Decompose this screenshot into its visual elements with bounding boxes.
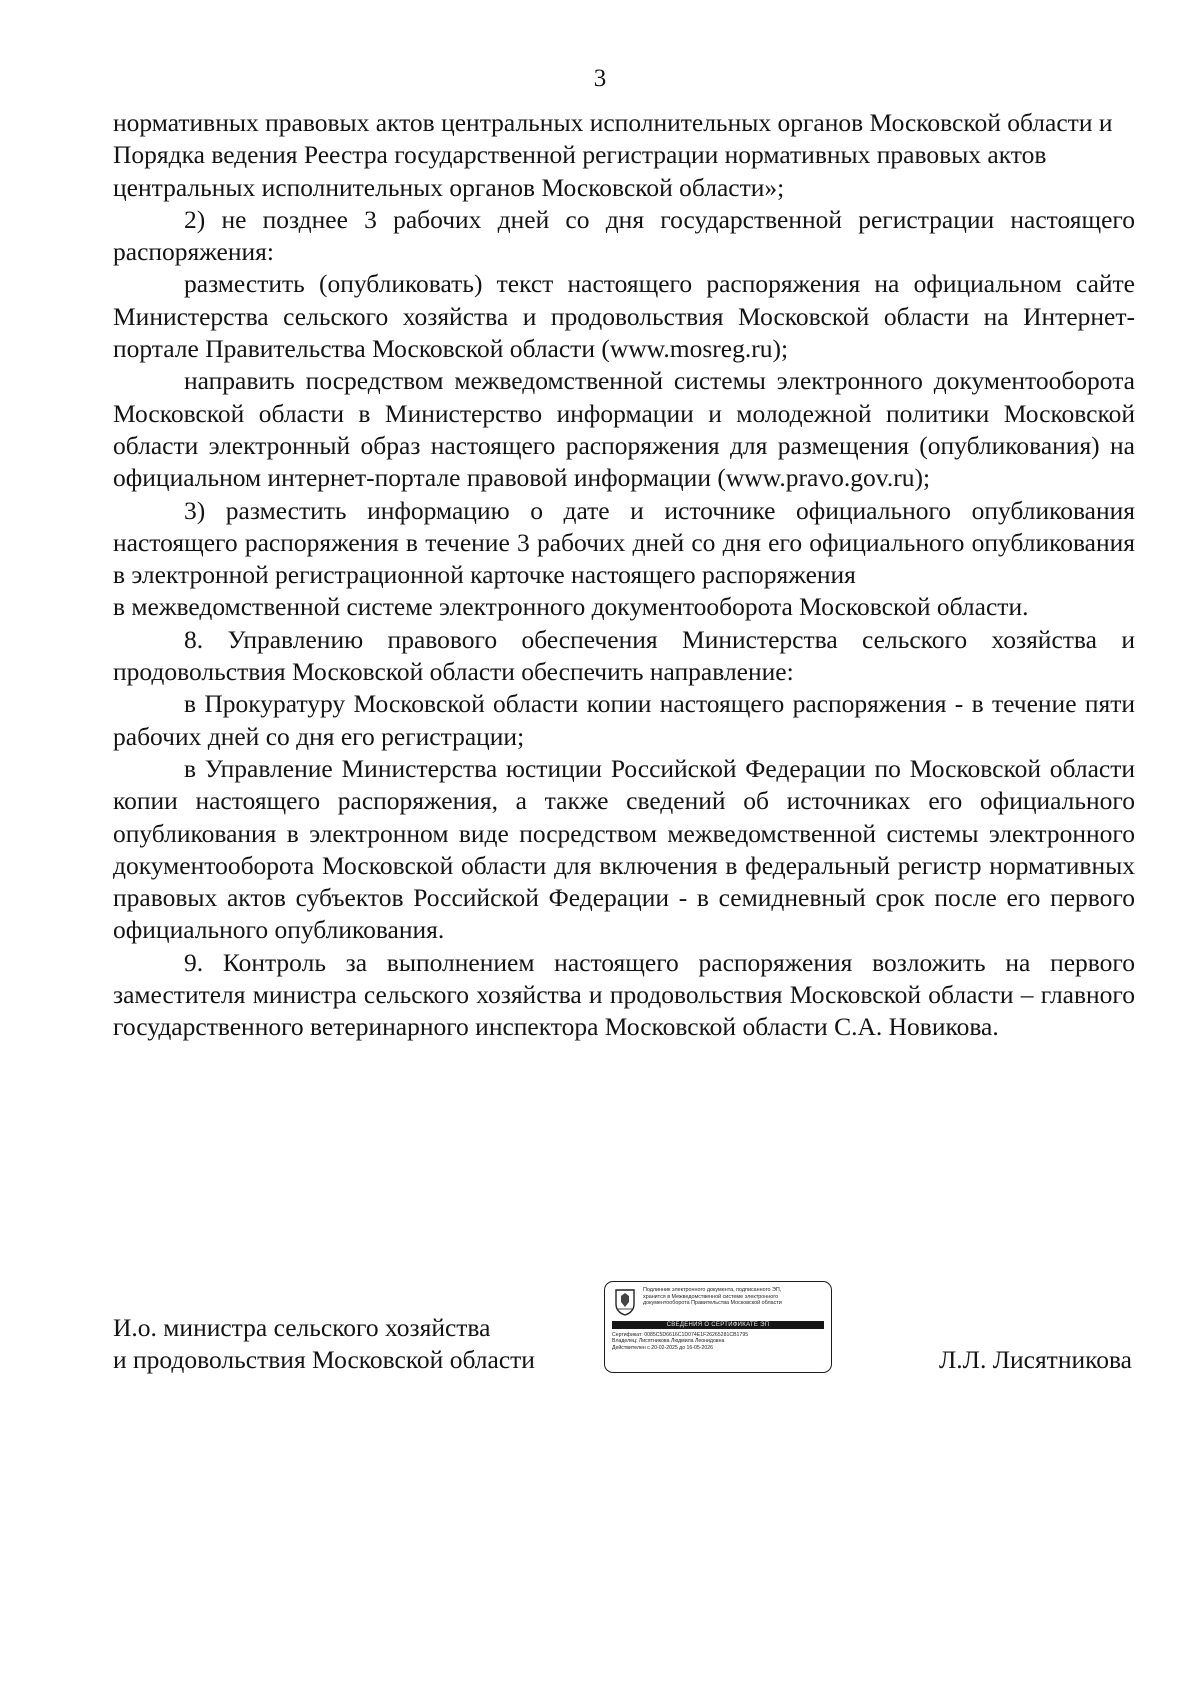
stamp-text-line: хранится в Межведомственной системе электронного — [643, 1293, 779, 1300]
stamp-certificate-validity: Действителен с 20-02-2025 до 16-05-2026 — [612, 1344, 714, 1351]
paragraph: 9. Контроль за выполнением настоящего распоряжения возложить на первого заместителя министра сельского хозяйства и продовольствия Московской области – главного государственного ветеринарного инспектора Московской области С.А. Новикова. — [113, 947, 1135, 1042]
paragraph: в межведомственной системе электронного документооборота Московской области. — [113, 592, 1029, 622]
stamp-text-line: документооборота Правительства Московской области — [643, 1300, 782, 1307]
signatory-position-line: и продовольствия Московской области — [113, 1345, 535, 1375]
page-number: 3 — [593, 65, 607, 92]
paragraph: 3) разместить информацию о дате и источнике официального опубликования настоящего распоряжения в течение 3 рабочих дней со дня его официального опубликования в электронной регистрационной карточке настоящего распоряжения — [113, 495, 1135, 590]
electronic-signature-stamp — [604, 1281, 832, 1373]
paragraph: разместить (опубликовать) текст настоящего распоряжения на официальном сайте Министерства сельского хозяйства и продовольствия Московской области на Интернет-портале Правительства Московской области (www.mosreg.ru); — [113, 269, 1135, 364]
paragraph: 8. Управлению правового обеспечения Министерства сельского хозяйства и продовольствия Московской области обеспечить направление: — [113, 624, 1135, 687]
stamp-text-line: Подлинник электронного документа, подписанного ЭП, — [643, 1287, 782, 1293]
signatory-position — [113, 1312, 535, 1377]
stamp-certificate-owner: Владелец: Лисятникова Людмила Леонидовна — [612, 1338, 725, 1345]
document-body — [113, 107, 1135, 1044]
coat-of-arms-icon — [612, 1287, 638, 1317]
paragraph: направить посредством межведомственной системы электронного документооборота Московской области в Министерство информации и молодежной политики Московской области электронный образ настоящего распоряжения для размещения (опубликования) на официальном интернет-портале правовой информации (www.pravo.gov.ru); — [113, 366, 1135, 493]
paragraph: в Управление Министерства юстиции Российской Федерации по Московской области копии настоящего распоряжения, а также сведений об источниках его официального опубликования в электронном виде посредством межведомственной системы электронного документооборота Московской области для включения в федеральный регистр нормативных правовых актов субъектов Российской Федерации - в семидневный срок после его первого официального опубликования. — [113, 753, 1135, 945]
stamp-certificate-number: Сертификат: 0085C5D6616C1D074E1F26265281CB1795 — [612, 1332, 749, 1338]
paragraph: нормативных правовых актов центральных исполнительных органов Московской области и Порядка ведения Реестра государственной регистрации нормативных правовых актов центральных исполнительных органов Московской области»; — [113, 108, 1113, 202]
signatory-name: Л.Л. Лисятникова — [938, 1345, 1132, 1374]
signatory-position-line: И.о. министра сельского хозяйства — [113, 1313, 491, 1342]
stamp-certificate-header: СВЕДЕНИЯ О СЕРТИФИКАТЕ ЭП — [612, 1321, 824, 1329]
paragraph: 2) не позднее 3 рабочих дней со дня государственной регистрации настоящего распоряжения: — [113, 204, 1135, 267]
paragraph: в Прокуратуру Московской области копии настоящего распоряжения - в течение пяти рабочих дней со дня его регистрации; — [113, 689, 1135, 751]
